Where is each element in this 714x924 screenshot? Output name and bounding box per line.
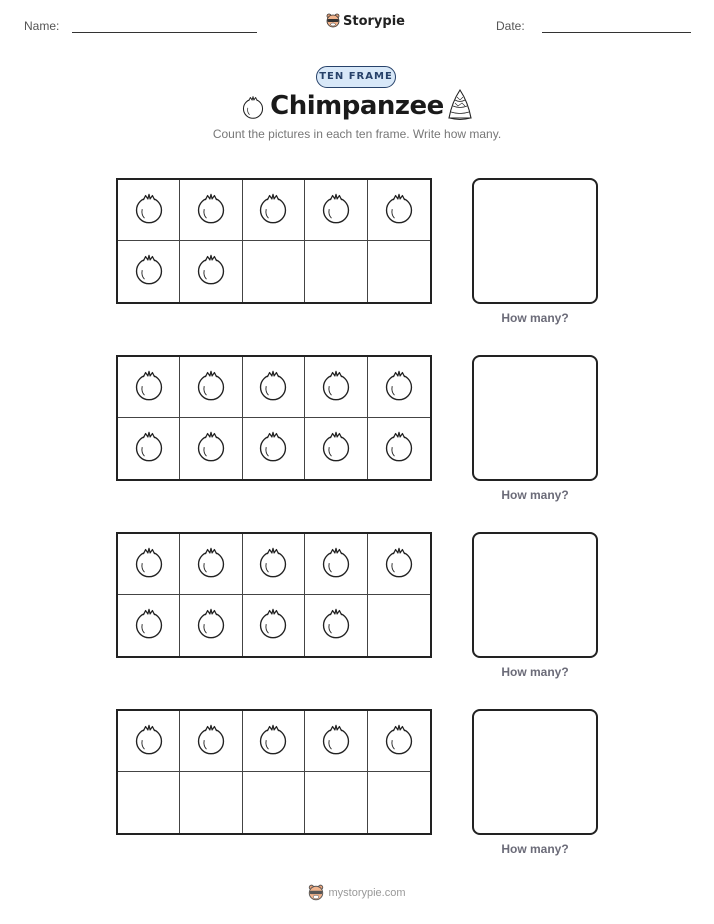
- how-many-label: How many?: [501, 488, 569, 502]
- page-title: Chimpanzee: [270, 91, 444, 121]
- frame-cell: [243, 772, 305, 833]
- brand-logo: [326, 13, 405, 29]
- ten-frame-4: [116, 709, 432, 835]
- ten-frame-3: [116, 532, 432, 658]
- name-label: Name:: [24, 19, 60, 33]
- frame-cell: [180, 357, 242, 418]
- fruit-icon: [319, 545, 353, 584]
- fruit-icon: [382, 722, 416, 761]
- frame-cell: [180, 534, 242, 595]
- frame-cell: [243, 418, 305, 479]
- fruit-icon: [132, 368, 166, 407]
- fruit-icon: [194, 252, 228, 291]
- frame-cell: [118, 772, 180, 833]
- frame-cell: [243, 595, 305, 656]
- frame-cell: [243, 357, 305, 418]
- frame-cell: [180, 595, 242, 656]
- frame-cell: [180, 418, 242, 479]
- fruit-icon: [194, 191, 228, 230]
- frame-cell: [118, 534, 180, 595]
- frame-cell: [368, 357, 430, 418]
- frame-cell: [305, 595, 367, 656]
- fruit-icon: [194, 429, 228, 468]
- fruit-icon: [256, 545, 290, 584]
- fruit-icon: [194, 606, 228, 645]
- fruit-icon: [256, 368, 290, 407]
- frame-cell: [180, 180, 242, 241]
- date-line[interactable]: [542, 32, 691, 33]
- frame-cell: [368, 772, 430, 833]
- frame-cell: [368, 418, 430, 479]
- how-many-label: How many?: [501, 665, 569, 679]
- frame-cell: [305, 357, 367, 418]
- fruit-icon: [256, 606, 290, 645]
- frame-cell: [305, 711, 367, 772]
- answer-box-2[interactable]: [472, 355, 598, 481]
- fruit-icon: [319, 368, 353, 407]
- frame-cell: [305, 534, 367, 595]
- fruit-icon: [194, 368, 228, 407]
- frame-cell: [305, 241, 367, 302]
- fruit-icon: [319, 191, 353, 230]
- answer-box-1[interactable]: [472, 178, 598, 304]
- frame-cell: [368, 180, 430, 241]
- ten-frame-2: [116, 355, 432, 481]
- brand-name: Storypie: [343, 13, 405, 29]
- frame-cell: [180, 711, 242, 772]
- fruit-icon: [256, 191, 290, 230]
- fruit-icon: [132, 191, 166, 230]
- fruit-icon: [132, 429, 166, 468]
- worksheet-badge: TEN FRAME: [316, 66, 396, 88]
- fruit-icon: [132, 252, 166, 291]
- footer-url: mystorypie.com: [328, 887, 406, 899]
- fruit-icon: [382, 545, 416, 584]
- frame-cell: [118, 711, 180, 772]
- frame-cell: [118, 180, 180, 241]
- storypie-mascot-icon: [308, 884, 324, 902]
- fruit-icon: [132, 606, 166, 645]
- fruit-icon: [382, 429, 416, 468]
- date-label: Date:: [496, 19, 525, 33]
- frame-cell: [368, 595, 430, 656]
- frame-cell: [243, 180, 305, 241]
- frame-cell: [118, 357, 180, 418]
- fruit-icon: [194, 722, 228, 761]
- fruit-icon: [256, 429, 290, 468]
- fruit-icon: [319, 606, 353, 645]
- ten-frame-1: [116, 178, 432, 304]
- instructions: Count the pictures in each ten frame. Write how many.: [212, 127, 502, 141]
- footer: [0, 884, 714, 902]
- frame-cell: [118, 595, 180, 656]
- frame-cell: [243, 241, 305, 302]
- frame-cell: [118, 418, 180, 479]
- answer-box-3[interactable]: [472, 532, 598, 658]
- how-many-label: How many?: [501, 311, 569, 325]
- frame-cell: [368, 534, 430, 595]
- frame-cell: [368, 711, 430, 772]
- frame-cell: [180, 772, 242, 833]
- name-line[interactable]: [72, 32, 257, 33]
- frame-cell: [243, 534, 305, 595]
- answer-box-4[interactable]: [472, 709, 598, 835]
- frame-cell: [305, 772, 367, 833]
- frame-cell: [305, 418, 367, 479]
- fruit-icon: [132, 545, 166, 584]
- fruit-icon: [382, 191, 416, 230]
- frame-cell: [305, 180, 367, 241]
- pinecone-icon: [446, 88, 474, 122]
- frame-cell: [243, 711, 305, 772]
- fruit-icon: [194, 545, 228, 584]
- frame-cell: [118, 241, 180, 302]
- fruit-icon: [319, 722, 353, 761]
- frame-cell: [180, 241, 242, 302]
- storypie-mascot-icon: [326, 13, 340, 29]
- how-many-label: How many?: [501, 842, 569, 856]
- fruit-icon: [132, 722, 166, 761]
- frame-cell: [368, 241, 430, 302]
- fruit-icon: [256, 722, 290, 761]
- fruit-icon: [319, 429, 353, 468]
- fruit-icon: [382, 368, 416, 407]
